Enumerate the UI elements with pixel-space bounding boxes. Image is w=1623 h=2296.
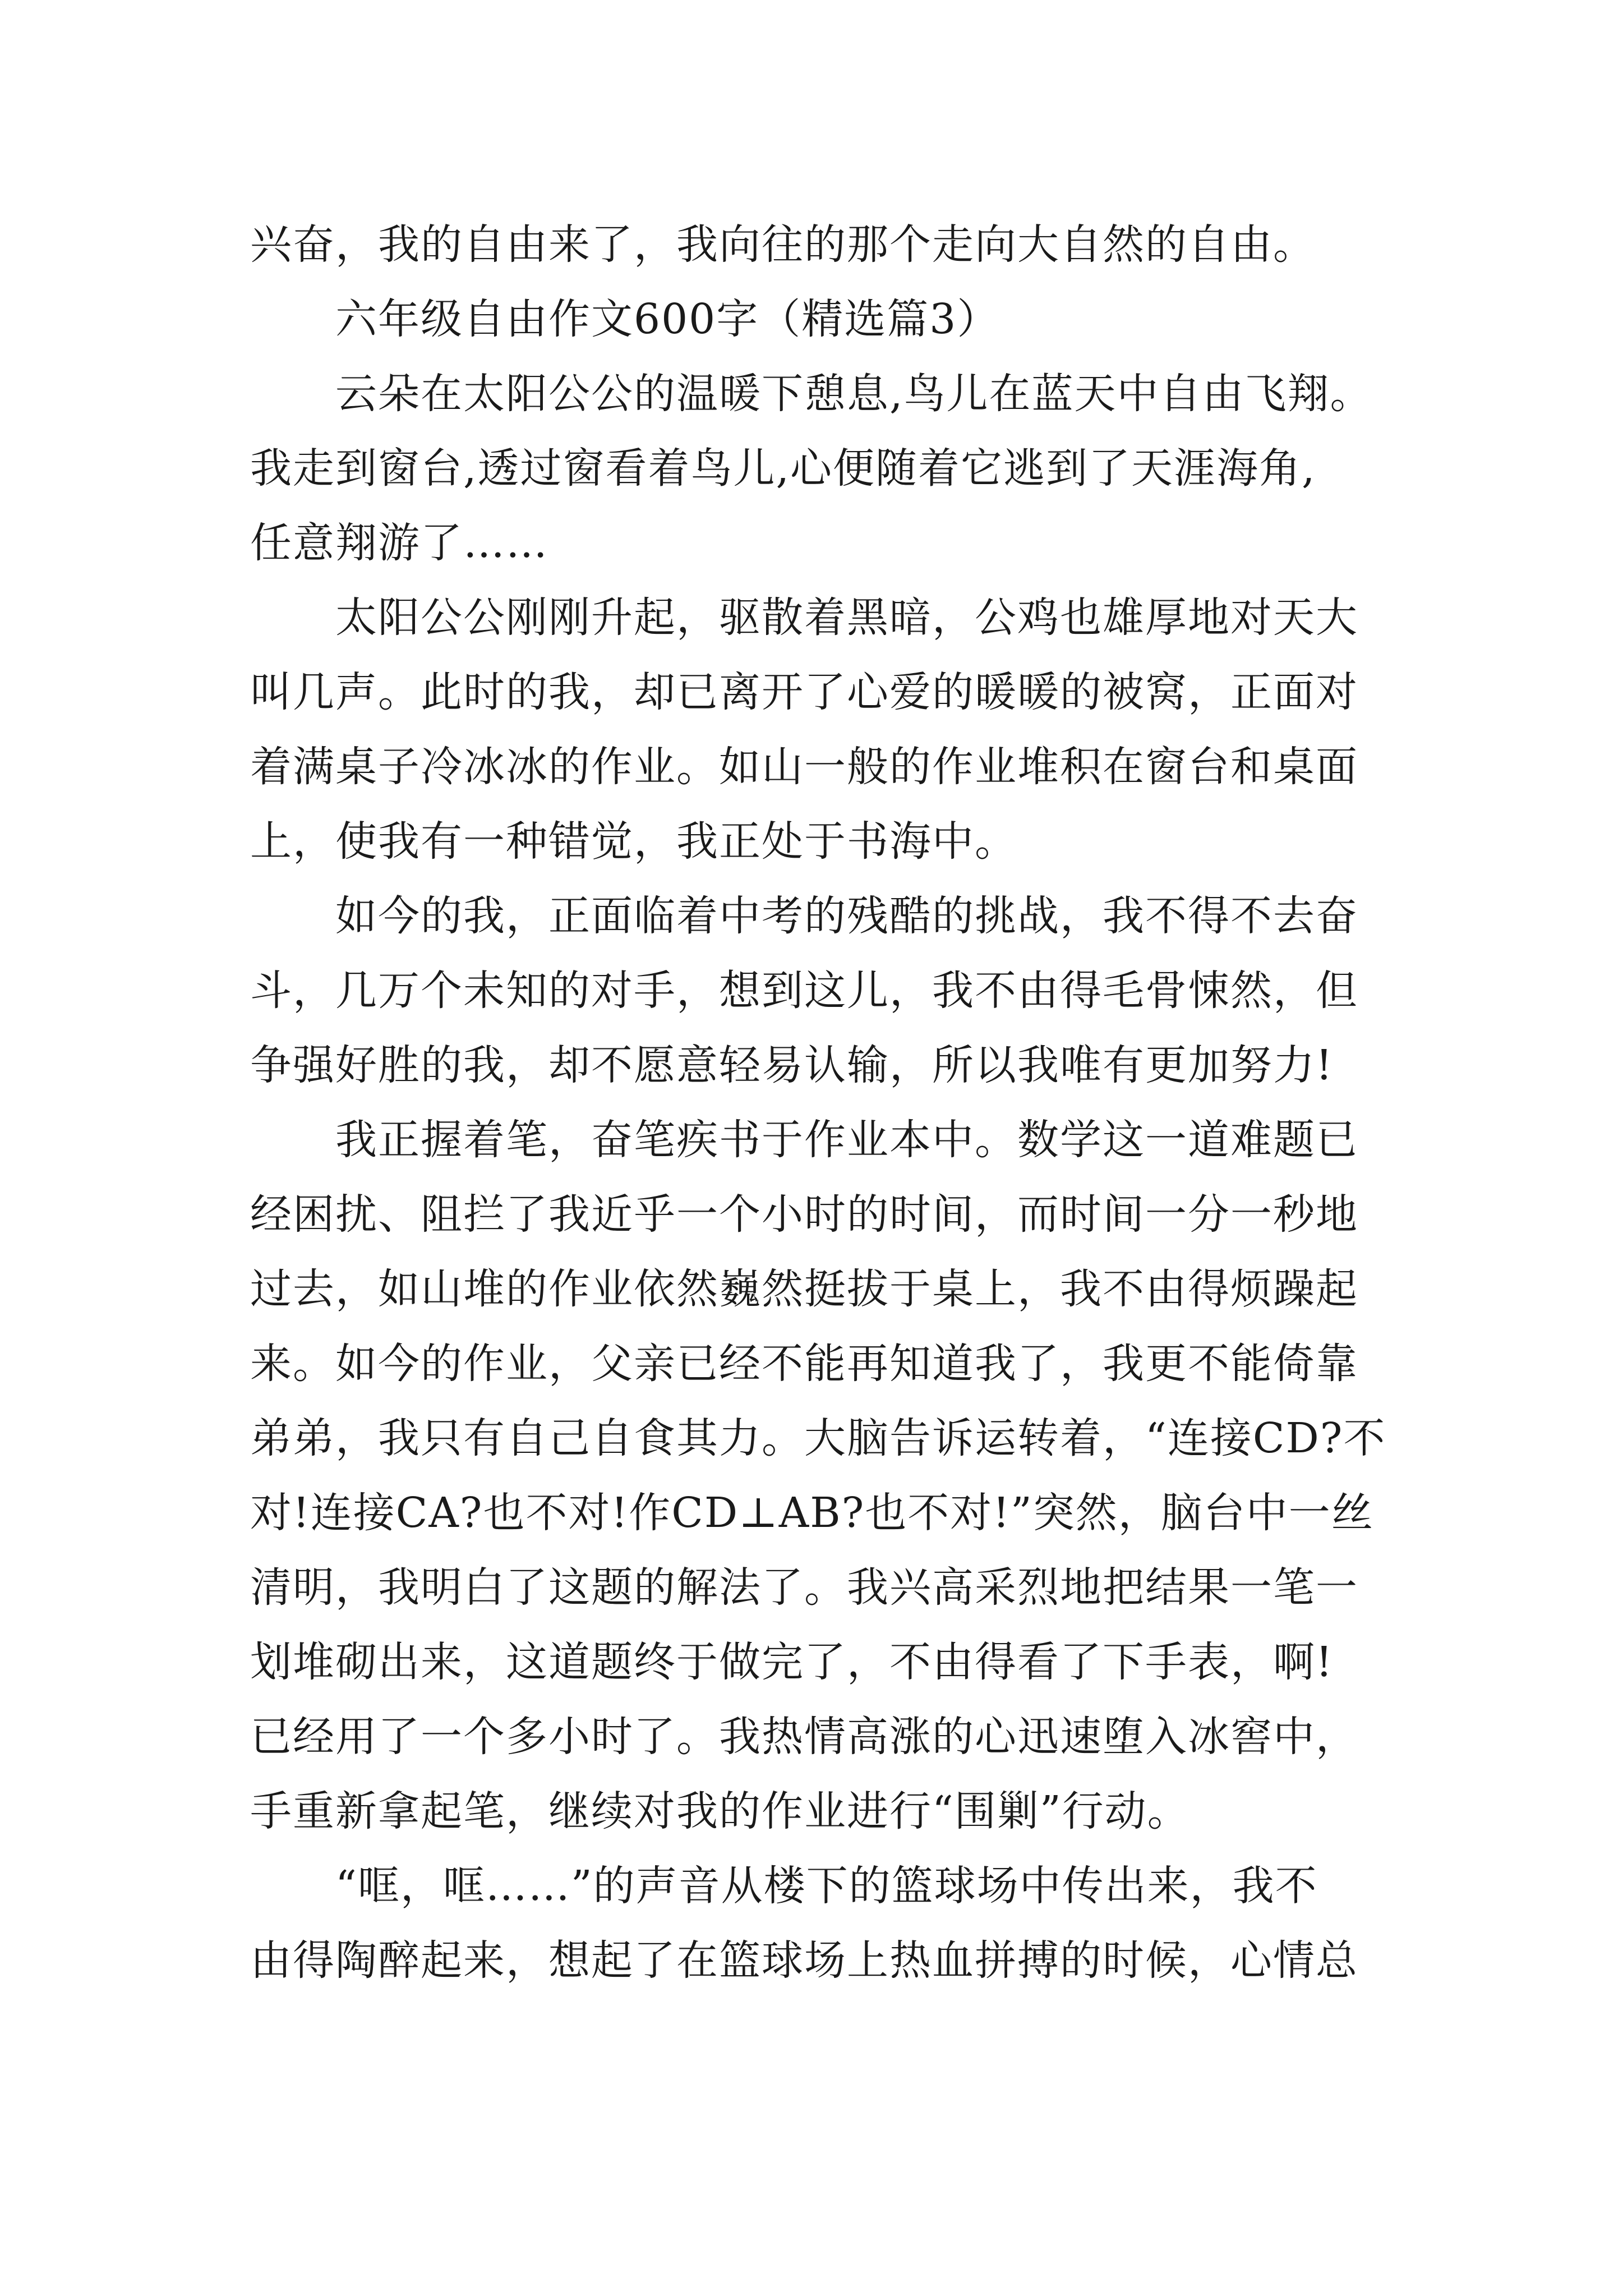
text-line: 斗，几万个未知的对手，想到这儿，我不由得毛骨悚然，但 [250, 967, 1358, 1015]
text-line: 过去，如山堆的作业依然巍然挺拔于桌上，我不由得烦躁起 [250, 1265, 1358, 1313]
section-heading: 六年级自由作文600字（精选篇3） [335, 295, 1000, 343]
text-line: 来。如今的作业，父亲已经不能再知道我了，我更不能倚靠 [250, 1340, 1358, 1388]
text-line: 已经用了一个多小时了。我热情高涨的心迅速堕入冰窖中， [250, 1713, 1358, 1761]
text-line: 经困扰、阻拦了我近乎一个小时的时间，而时间一分一秒地 [250, 1190, 1358, 1239]
text-line: 着满桌子冷冰冰的作业。如山一般的作业堆积在窗台和桌面 [250, 743, 1358, 791]
text-line: 云朵在太阳公公的温暖下憩息,鸟儿在蓝天中自由飞翔。 [335, 370, 1373, 418]
text-line: 太阳公公刚刚升起，驱散着黑暗，公鸡也雄厚地对天大 [335, 593, 1358, 642]
body-text [250, 208, 1405, 1998]
text-line: 叫几声。此时的我，却已离开了心爱的暖暖的被窝，正面对 [250, 668, 1358, 716]
text-line: 手重新拿起笔，继续对我的作业进行“围剿”行动。 [250, 1787, 1190, 1835]
text-line: 争强好胜的我，却不愿意轻易认输，所以我唯有更加努力! [250, 1041, 1334, 1089]
text-line: 弟弟，我只有自己自食其力。大脑告诉运转着，“连接CD?不 [250, 1414, 1386, 1462]
text-line: 我正握着笔，奋笔疾书于作业本中。数学这一道难题已 [335, 1116, 1358, 1164]
text-line: 如今的我，正面临着中考的残酷的挑战，我不得不去奋 [335, 892, 1358, 940]
text-line: 兴奋，我的自由来了，我向往的那个走向大自然的自由。 [250, 220, 1316, 269]
text-line: 对!连接CA?也不对!作CD⊥AB?也不对!”突然，脑台中一丝 [250, 1489, 1374, 1537]
text-line: 清明，我明白了这题的解法了。我兴高采烈地把结果一笔一 [250, 1563, 1358, 1612]
text-line: 任意翔游了…… [250, 519, 548, 567]
text-line: 由得陶醉起来，想起了在篮球场上热血拼搏的时候，心情总 [250, 1936, 1358, 1985]
text-line: “哐，哐……”的声音从楼下的篮球场中传出来，我不 [335, 1862, 1318, 1910]
text-line: 划堆砌出来，这道题终于做完了，不由得看了下手表，啊! [250, 1638, 1334, 1686]
text-line: 我走到窗台,透过窗看着鸟儿,心便随着它逃到了天涯海角, [250, 444, 1316, 493]
text-line: 上，使我有一种错觉，我正处于书海中。 [250, 817, 1017, 866]
